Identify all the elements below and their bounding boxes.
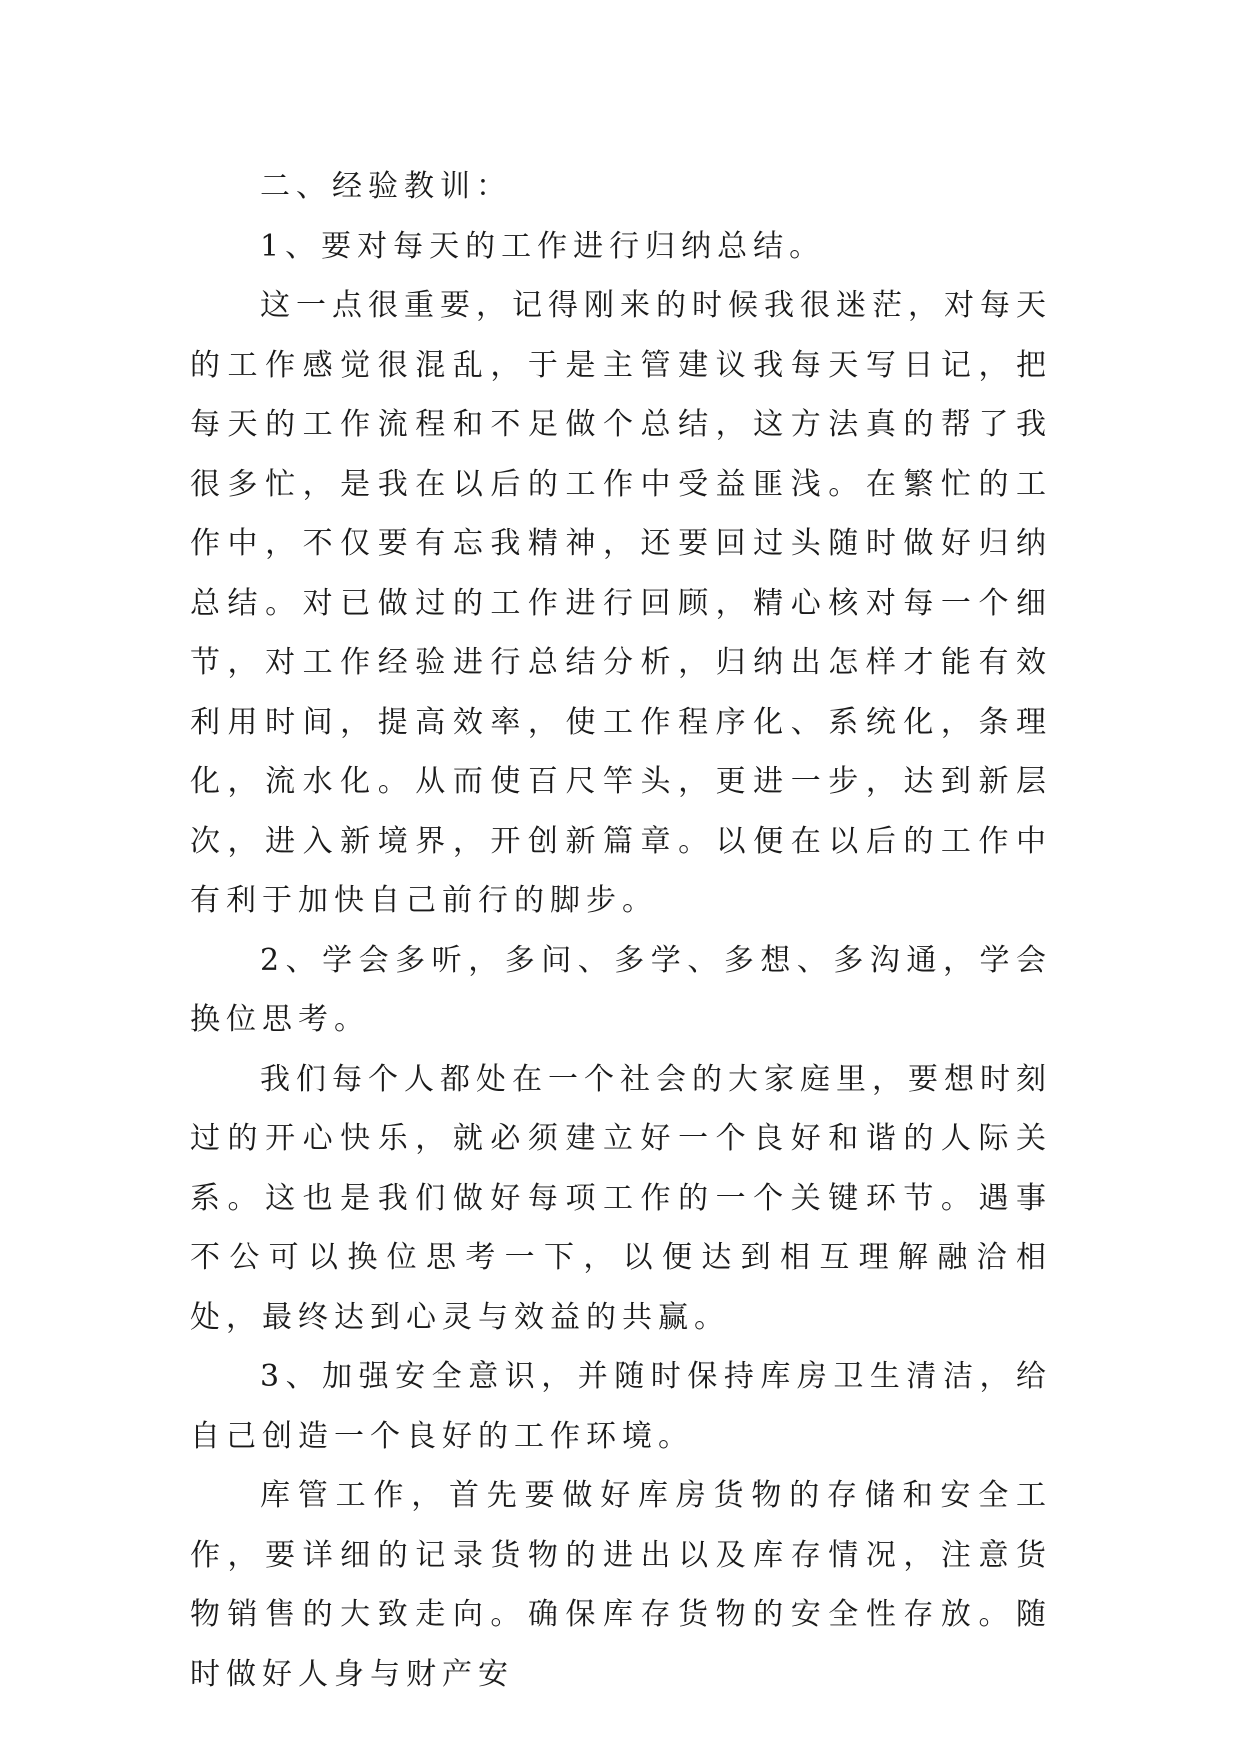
- item-heading-1: 1、要对每天的工作进行归纳总结。: [260, 228, 826, 264]
- body-paragraph-3: 库管工作，首先要做好库房货物的存储和安全工作，要详细的记录货物的进出以及库存情况，注意货物销售的大致走向。确保库存货物的安全性存放。随时做好人身与财产安: [190, 1478, 1052, 1692]
- section-heading: 二、经验教训：: [260, 169, 512, 204]
- body-paragraph-1: 这一点很重要，记得刚来的时候我很迷茫，对每天的工作感觉很混乱，于是主管建议我每天写日记，把每天的工作流程和不足做个总结，这方法真的帮了我很多忙，是我在以后的工作中受益匪浅。在繁忙的工作中，不仅要有忘我精神，还要回过头随时做好归纳总结。对已做过的工作进行回顾，精心核对每一个细节，对工作经验进行总结分析，归纳出怎样才能有效利用时间，提高效率，使工作程序化、系统化，条理化，流水化。从而使百尺竿头，更进一步，达到新层次，进入新境界，开创新篇章。以便在以后的工作中有利于加快自己前行的脚步。: [190, 288, 1052, 918]
- body-paragraph-2: 我们每个人都处在一个社会的大家庭里，要想时刻过的开心快乐，就必须建立好一个良好和谐的人际关系。这也是我们做好每项工作的一个关键环节。遇事不公可以换位思考一下，以便达到相互理解融洽相处，最终达到心灵与效益的共赢。: [190, 1061, 1052, 1335]
- item-heading-3: 3、加强安全意识，并随时保持库房卫生清洁，给自己创造一个良好的工作环境。: [190, 1359, 1052, 1454]
- item-heading-2: 2、学会多听，多问、多学、多想、多沟通，学会换位思考。: [190, 942, 1052, 1037]
- document-body: [190, 157, 1052, 1704]
